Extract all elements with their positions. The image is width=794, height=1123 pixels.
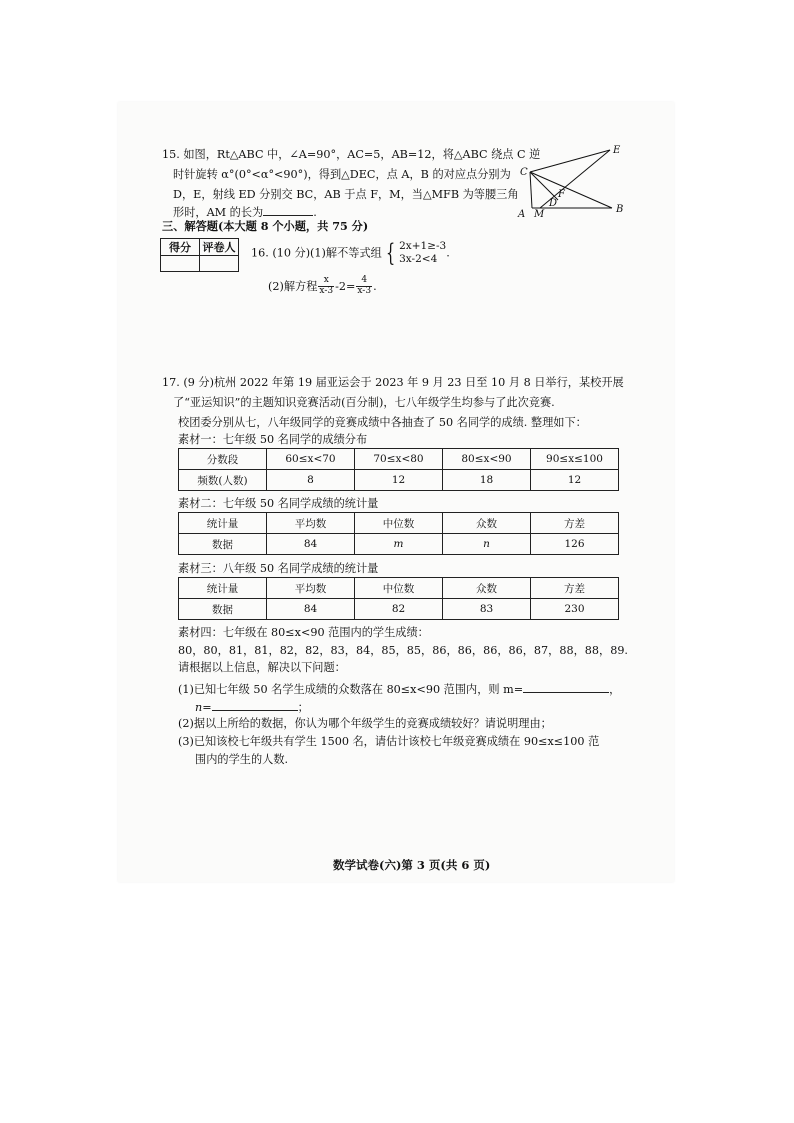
table-cell: 数据 — [179, 534, 267, 555]
inequality-system — [399, 240, 446, 266]
score-label: 得分 — [161, 239, 200, 256]
q17-sub1-a — [178, 682, 620, 695]
figure-label-A: A — [518, 209, 526, 219]
q16-part1 — [251, 240, 450, 266]
table-cell: 70≤x<80 — [355, 449, 443, 470]
table-cell: 84 — [267, 599, 355, 620]
material1-title: 素材一：七年级 50 名同学的成绩分布 — [178, 433, 368, 446]
table-cell: 中位数 — [355, 578, 443, 599]
q17-prompt: 请根据以上信息，解决以下问题： — [178, 661, 346, 674]
figure-label-M: M — [534, 209, 545, 219]
table-cell: 平均数 — [267, 513, 355, 534]
table-cell: 126 — [531, 534, 619, 555]
q17-sub2: (2)据以上所给的数据，你认为哪个年级学生的竞赛成绩较好？请说明理由； — [178, 717, 552, 730]
table-cell: 统计量 — [179, 578, 267, 599]
q16-part2-end: . — [373, 279, 377, 293]
fraction-x-over-x-3 — [318, 276, 334, 297]
table-cell: 12 — [355, 470, 443, 491]
table-cell: 90≤x≤100 — [531, 449, 619, 470]
q17-sub1-a-end: ， — [609, 683, 621, 696]
q16-part2-text: (2)解方程 — [268, 279, 318, 293]
table-cell: m — [355, 534, 443, 555]
q17-line1: 17. (9 分)杭州 2022 年第 19 届亚运会于 2023 年 9 月 23 日至 10 月 8 日举行，某校开展 — [162, 376, 624, 389]
table-cell: 统计量 — [179, 513, 267, 534]
table-row — [179, 599, 619, 620]
table-cell: 众数 — [443, 513, 531, 534]
table-cell: 12 — [531, 470, 619, 491]
material1-table — [178, 448, 619, 491]
inequality-1: 2x+1≥-3 — [399, 240, 447, 252]
q16-part2 — [268, 276, 377, 297]
table-cell: 数据 — [179, 599, 267, 620]
figure-label-D: D — [549, 198, 558, 209]
material4-title: 素材四：七年级在 80≤x<90 范围内的学生成绩： — [178, 626, 429, 639]
table-cell: 方差 — [531, 513, 619, 534]
fraction-4-over-x-3 — [356, 276, 372, 297]
q17-sub1-b-text: n= — [195, 701, 212, 714]
table-cell: n — [443, 534, 531, 555]
table-cell: 83 — [443, 599, 531, 620]
q15-line4-end: . — [313, 206, 317, 219]
table-cell: 中位数 — [355, 513, 443, 534]
brace-symbol: { — [385, 239, 396, 268]
table-cell: 60≤x<70 — [267, 449, 355, 470]
q17-sub1-a-text: (1)已知七年级 50 名学生成绩的众数落在 80≤x<90 范围内，则 m= — [178, 683, 524, 696]
q15-line4 — [173, 205, 317, 218]
figure-label-F: F — [558, 189, 565, 200]
table-row — [179, 513, 619, 534]
table-cell: 众数 — [443, 578, 531, 599]
frac1-denominator: x-3 — [319, 285, 334, 296]
table-cell: 分数段 — [179, 449, 267, 470]
frac2-denominator: x-3 — [357, 285, 372, 296]
q17-sub3-a: (3)已知该校七年级共有学生 1500 名，请估计该校七年级竞赛成绩在 90≤x≤100 范 — [178, 735, 600, 748]
table-cell: 8 — [267, 470, 355, 491]
minus-two: -2= — [335, 279, 356, 293]
q15-line2: 时针旋转 α°(0°<α°<90°)，得到△DEC，点 A，B 的对应点分别为 — [173, 168, 511, 181]
frac2-numerator: 4 — [356, 276, 372, 287]
material3-table — [178, 577, 619, 620]
table-cell: 84 — [267, 534, 355, 555]
q17-line3: 校团委分别从七，八年级同学的竞赛成绩中各抽查了 50 名同学的成绩. 整理如下： — [178, 416, 587, 429]
material4-scores: 80，80，81，81，82，82，83，84，85，85，86，86，86，86，87，88，88，89. — [178, 644, 628, 657]
q15-answer-blank — [263, 205, 313, 216]
inequality-2: 3x-2<4 — [399, 253, 438, 266]
q15-line1: 15. 如图，Rt△ABC 中，∠A=90°，AC=5，AB=12，将△ABC 绕点 C 逆 — [162, 148, 541, 161]
table-row — [179, 470, 619, 491]
score-box — [160, 238, 239, 272]
figure-label-C: C — [520, 167, 528, 178]
q16-part1-end: . — [446, 246, 450, 260]
n-answer-blank — [212, 700, 298, 711]
score-cell — [161, 256, 200, 272]
m-answer-blank — [523, 682, 609, 693]
q15-line3: D，E，射线 ED 分别交 BC，AB 于点 F，M，当△MFB 为等腰三角 — [173, 188, 519, 201]
q17-sub1-b — [195, 700, 309, 713]
table-row — [179, 578, 619, 599]
page-footer: 数学试卷(六)第 3 页(共 6 页) — [333, 858, 491, 872]
table-cell: 80≤x<90 — [443, 449, 531, 470]
q16-part1-text: 16. (10 分)(1)解不等式组 — [251, 246, 382, 260]
material2-title: 素材二：七年级 50 名同学成绩的统计量 — [178, 497, 379, 510]
table-cell: 频数(人数) — [179, 470, 267, 491]
section3-title: 三、解答题(本大题 8 个小题，共 75 分) — [162, 219, 369, 233]
q15-line4-text: 形时，AM 的长为 — [173, 206, 264, 219]
q15-geometry-figure — [512, 144, 632, 219]
table-cell: 18 — [443, 470, 531, 491]
figure-label-E: E — [613, 145, 621, 156]
frac1-numerator: x — [318, 276, 334, 287]
table-cell: 方差 — [531, 578, 619, 599]
material3-title: 素材三：八年级 50 名同学成绩的统计量 — [178, 562, 379, 575]
grader-label: 评卷人 — [200, 239, 239, 256]
grader-cell — [200, 256, 239, 272]
table-cell: 230 — [531, 599, 619, 620]
material2-table — [178, 512, 619, 555]
q17-line2: 了“亚运知识”的主题知识竞赛活动(百分制)，七八年级学生均参与了此次竞赛. — [173, 396, 555, 409]
table-cell: 平均数 — [267, 578, 355, 599]
figure-label-B: B — [616, 204, 624, 215]
q17-sub3-b: 围内的学生的人数. — [195, 753, 289, 766]
table-row — [179, 534, 619, 555]
table-cell: 82 — [355, 599, 443, 620]
table-row — [179, 449, 619, 470]
q17-sub1-b-end: ； — [297, 701, 309, 714]
